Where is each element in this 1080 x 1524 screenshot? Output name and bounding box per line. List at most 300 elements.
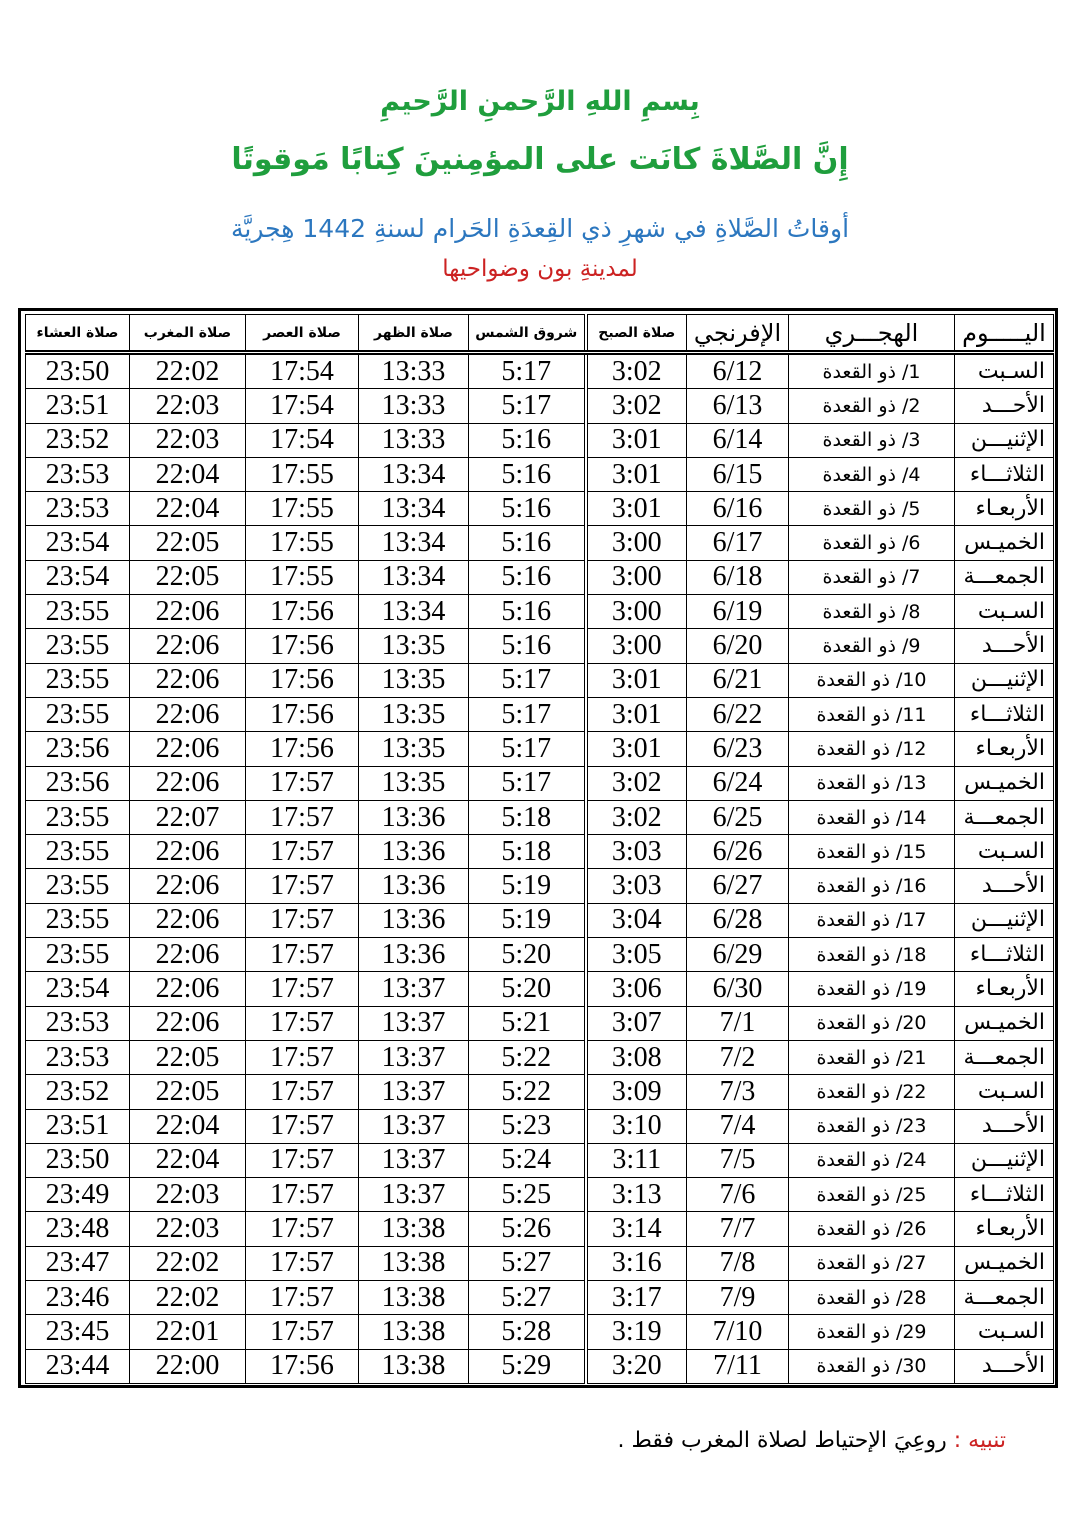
cell-isha: 23:52	[26, 423, 130, 457]
cell-sunrise: 5:23	[469, 1109, 586, 1143]
cell-gregorian: 7/8	[687, 1246, 789, 1280]
header-fajr: صلاة الصبح	[586, 315, 687, 353]
cell-asr: 17:54	[246, 353, 359, 389]
cell-isha: 23:56	[26, 732, 130, 766]
cell-day: الخميـس	[955, 526, 1054, 560]
cell-dhuhr: 13:37	[359, 1040, 469, 1074]
cell-maghrib: 22:02	[130, 353, 246, 389]
cell-day: الأحـــد	[955, 629, 1054, 663]
cell-maghrib: 22:03	[130, 1178, 246, 1212]
cell-dhuhr: 13:38	[359, 1315, 469, 1349]
cell-fajr: 3:02	[586, 353, 687, 389]
cell-fajr: 3:00	[586, 526, 687, 560]
cell-gregorian: 7/6	[687, 1178, 789, 1212]
cell-sunrise: 5:17	[469, 389, 586, 423]
cell-sunrise: 5:17	[469, 353, 586, 389]
cell-fajr: 3:17	[586, 1281, 687, 1315]
cell-hijri: 5/ ذو القعدة	[789, 492, 955, 526]
cell-hijri: 11/ ذو القعدة	[789, 697, 955, 731]
cell-asr: 17:56	[246, 629, 359, 663]
table-row	[26, 629, 1054, 663]
cell-hijri: 12/ ذو القعدة	[789, 732, 955, 766]
cell-gregorian: 7/5	[687, 1143, 789, 1177]
table-row	[26, 903, 1054, 937]
cell-gregorian: 7/10	[687, 1315, 789, 1349]
cell-fajr: 3:20	[586, 1349, 687, 1383]
cell-dhuhr: 13:38	[359, 1281, 469, 1315]
cell-isha: 23:54	[26, 526, 130, 560]
cell-hijri: 7/ ذو القعدة	[789, 560, 955, 594]
cell-isha: 23:53	[26, 1040, 130, 1074]
cell-fajr: 3:19	[586, 1315, 687, 1349]
cell-hijri: 1/ ذو القعدة	[789, 353, 955, 389]
cell-hijri: 9/ ذو القعدة	[789, 629, 955, 663]
cell-asr: 17:57	[246, 1040, 359, 1074]
cell-hijri: 18/ ذو القعدة	[789, 938, 955, 972]
cell-maghrib: 22:06	[130, 732, 246, 766]
cell-fajr: 3:01	[586, 457, 687, 491]
cell-sunrise: 5:21	[469, 1006, 586, 1040]
cell-isha: 23:55	[26, 663, 130, 697]
cell-day: السـبت	[955, 835, 1054, 869]
cell-dhuhr: 13:37	[359, 1178, 469, 1212]
cell-asr: 17:57	[246, 1109, 359, 1143]
cell-gregorian: 6/23	[687, 732, 789, 766]
cell-maghrib: 22:04	[130, 492, 246, 526]
cell-maghrib: 22:06	[130, 903, 246, 937]
cell-fajr: 3:02	[586, 389, 687, 423]
table-body	[26, 353, 1054, 1384]
cell-day: السـبت	[955, 1315, 1054, 1349]
cell-maghrib: 22:05	[130, 1040, 246, 1074]
cell-hijri: 16/ ذو القعدة	[789, 869, 955, 903]
cell-isha: 23:44	[26, 1349, 130, 1383]
cell-maghrib: 22:06	[130, 766, 246, 800]
cell-fajr: 3:01	[586, 663, 687, 697]
cell-isha: 23:55	[26, 903, 130, 937]
cell-asr: 17:57	[246, 938, 359, 972]
cell-sunrise: 5:29	[469, 1349, 586, 1383]
cell-fajr: 3:00	[586, 560, 687, 594]
cell-isha: 23:55	[26, 595, 130, 629]
cell-maghrib: 22:06	[130, 835, 246, 869]
table-row	[26, 1143, 1054, 1177]
cell-hijri: 8/ ذو القعدة	[789, 595, 955, 629]
cell-gregorian: 6/20	[687, 629, 789, 663]
cell-dhuhr: 13:37	[359, 1143, 469, 1177]
cell-gregorian: 6/18	[687, 560, 789, 594]
cell-gregorian: 7/1	[687, 1006, 789, 1040]
cell-hijri: 10/ ذو القعدة	[789, 663, 955, 697]
cell-hijri: 19/ ذو القعدة	[789, 972, 955, 1006]
cell-gregorian: 6/21	[687, 663, 789, 697]
cell-sunrise: 5:22	[469, 1075, 586, 1109]
cell-hijri: 28/ ذو القعدة	[789, 1281, 955, 1315]
cell-dhuhr: 13:36	[359, 869, 469, 903]
cell-asr: 17:55	[246, 560, 359, 594]
cell-isha: 23:56	[26, 766, 130, 800]
cell-maghrib: 22:06	[130, 697, 246, 731]
cell-fajr: 3:04	[586, 903, 687, 937]
cell-asr: 17:56	[246, 697, 359, 731]
table-row	[26, 1109, 1054, 1143]
cell-maghrib: 22:04	[130, 1143, 246, 1177]
table-row	[26, 1212, 1054, 1246]
cell-maghrib: 22:02	[130, 1246, 246, 1280]
cell-gregorian: 6/26	[687, 835, 789, 869]
cell-fajr: 3:01	[586, 697, 687, 731]
cell-gregorian: 6/13	[687, 389, 789, 423]
cell-gregorian: 6/16	[687, 492, 789, 526]
table-row	[26, 938, 1054, 972]
table-row	[26, 972, 1054, 1006]
cell-gregorian: 6/29	[687, 938, 789, 972]
cell-gregorian: 6/19	[687, 595, 789, 629]
table-row	[26, 560, 1054, 594]
cell-hijri: 15/ ذو القعدة	[789, 835, 955, 869]
table-row	[26, 457, 1054, 491]
cell-asr: 17:57	[246, 1178, 359, 1212]
cell-maghrib: 22:06	[130, 595, 246, 629]
cell-fajr: 3:05	[586, 938, 687, 972]
cell-dhuhr: 13:35	[359, 697, 469, 731]
cell-asr: 17:55	[246, 457, 359, 491]
cell-hijri: 21/ ذو القعدة	[789, 1040, 955, 1074]
cell-maghrib: 22:06	[130, 663, 246, 697]
cell-asr: 17:54	[246, 423, 359, 457]
cell-isha: 23:55	[26, 938, 130, 972]
cell-gregorian: 7/7	[687, 1212, 789, 1246]
cell-gregorian: 6/17	[687, 526, 789, 560]
note	[618, 1428, 1006, 1453]
cell-asr: 17:57	[246, 835, 359, 869]
cell-gregorian: 6/28	[687, 903, 789, 937]
table-row	[26, 663, 1054, 697]
cell-maghrib: 22:06	[130, 938, 246, 972]
cell-day: الثلاثـــاء	[955, 938, 1054, 972]
cell-dhuhr: 13:33	[359, 353, 469, 389]
basmala-heading: بِسمِ اللهِ الرَّحمنِ الرَّحيمِ	[380, 86, 700, 117]
cell-day: الثلاثـــاء	[955, 457, 1054, 491]
cell-hijri: 26/ ذو القعدة	[789, 1212, 955, 1246]
cell-isha: 23:51	[26, 1109, 130, 1143]
cell-sunrise: 5:20	[469, 938, 586, 972]
cell-dhuhr: 13:35	[359, 732, 469, 766]
table-row	[26, 389, 1054, 423]
cell-gregorian: 6/24	[687, 766, 789, 800]
prayer-times-table	[25, 314, 1054, 1384]
table-row	[26, 1246, 1054, 1280]
cell-isha: 23:55	[26, 629, 130, 663]
cell-maghrib: 22:03	[130, 389, 246, 423]
cell-day: الجمعـــة	[955, 1281, 1054, 1315]
cell-asr: 17:57	[246, 1143, 359, 1177]
cell-sunrise: 5:17	[469, 697, 586, 731]
table-row	[26, 697, 1054, 731]
table-row	[26, 1281, 1054, 1315]
cell-fajr: 3:06	[586, 972, 687, 1006]
cell-dhuhr: 13:34	[359, 595, 469, 629]
header-asr: صلاة العصر	[246, 315, 359, 353]
cell-isha: 23:49	[26, 1178, 130, 1212]
cell-maghrib: 22:00	[130, 1349, 246, 1383]
cell-sunrise: 5:18	[469, 835, 586, 869]
cell-isha: 23:50	[26, 353, 130, 389]
cell-day: الأربعـاء	[955, 972, 1054, 1006]
table-row	[26, 1075, 1054, 1109]
cell-gregorian: 6/30	[687, 972, 789, 1006]
cell-isha: 23:55	[26, 835, 130, 869]
cell-day: الجمعـــة	[955, 800, 1054, 834]
cell-hijri: 6/ ذو القعدة	[789, 526, 955, 560]
table-row	[26, 353, 1054, 389]
cell-day: الإثنيـــن	[955, 1143, 1054, 1177]
cell-hijri: 27/ ذو القعدة	[789, 1246, 955, 1280]
cell-dhuhr: 13:33	[359, 389, 469, 423]
cell-isha: 23:47	[26, 1246, 130, 1280]
cell-sunrise: 5:17	[469, 732, 586, 766]
cell-asr: 17:55	[246, 526, 359, 560]
header-gregorian: الإفرنجي	[687, 315, 789, 353]
cell-asr: 17:57	[246, 1006, 359, 1040]
cell-asr: 17:57	[246, 972, 359, 1006]
table-row	[26, 1178, 1054, 1212]
cell-asr: 17:57	[246, 1281, 359, 1315]
cell-asr: 17:57	[246, 869, 359, 903]
cell-day: الثلاثـــاء	[955, 697, 1054, 731]
cell-dhuhr: 13:37	[359, 1075, 469, 1109]
cell-maghrib: 22:05	[130, 560, 246, 594]
cell-dhuhr: 13:37	[359, 1006, 469, 1040]
cell-day: الخميـس	[955, 1246, 1054, 1280]
cell-dhuhr: 13:34	[359, 560, 469, 594]
header-sunrise: شروق الشمس	[469, 315, 586, 353]
table-row	[26, 1006, 1054, 1040]
table-row	[26, 492, 1054, 526]
cell-sunrise: 5:27	[469, 1281, 586, 1315]
cell-fajr: 3:07	[586, 1006, 687, 1040]
header-dhuhr: صلاة الظهر	[359, 315, 469, 353]
cell-isha: 23:55	[26, 800, 130, 834]
header-day: اليـــــوم	[955, 315, 1054, 353]
table-row	[26, 1315, 1054, 1349]
table-row	[26, 526, 1054, 560]
cell-fajr: 3:01	[586, 423, 687, 457]
cell-day: الجمعـــة	[955, 1040, 1054, 1074]
cell-gregorian: 7/11	[687, 1349, 789, 1383]
cell-asr: 17:56	[246, 732, 359, 766]
table-header-row	[26, 315, 1054, 353]
cell-sunrise: 5:16	[469, 457, 586, 491]
cell-maghrib: 22:02	[130, 1281, 246, 1315]
cell-asr: 17:56	[246, 595, 359, 629]
cell-maghrib: 22:01	[130, 1315, 246, 1349]
cell-dhuhr: 13:38	[359, 1212, 469, 1246]
cell-hijri: 2/ ذو القعدة	[789, 389, 955, 423]
cell-day: الأحـــد	[955, 389, 1054, 423]
cell-day: الجمعـــة	[955, 560, 1054, 594]
cell-day: الإثنيـــن	[955, 903, 1054, 937]
cell-sunrise: 5:16	[469, 595, 586, 629]
cell-asr: 17:57	[246, 1246, 359, 1280]
cell-asr: 17:56	[246, 663, 359, 697]
cell-day: السـبت	[955, 353, 1054, 389]
cell-maghrib: 22:06	[130, 972, 246, 1006]
cell-gregorian: 6/12	[687, 353, 789, 389]
cell-isha: 23:54	[26, 972, 130, 1006]
cell-sunrise: 5:25	[469, 1178, 586, 1212]
cell-isha: 23:53	[26, 1006, 130, 1040]
cell-day: الأحـــد	[955, 1109, 1054, 1143]
cell-isha: 23:54	[26, 560, 130, 594]
cell-fajr: 3:01	[586, 732, 687, 766]
table-row	[26, 595, 1054, 629]
cell-asr: 17:57	[246, 903, 359, 937]
cell-day: الخميـس	[955, 766, 1054, 800]
cell-fajr: 3:09	[586, 1075, 687, 1109]
quran-verse-heading: إِنَّ الصَّلاةَ كانَت على المؤمِنينَ كِتابًا مَوقوتًا	[231, 142, 849, 177]
cell-hijri: 20/ ذو القعدة	[789, 1006, 955, 1040]
cell-fajr: 3:02	[586, 800, 687, 834]
cell-day: الأربعـاء	[955, 732, 1054, 766]
cell-sunrise: 5:17	[469, 663, 586, 697]
cell-maghrib: 22:03	[130, 423, 246, 457]
table-row	[26, 869, 1054, 903]
cell-maghrib: 22:03	[130, 1212, 246, 1246]
cell-sunrise: 5:19	[469, 869, 586, 903]
cell-fajr: 3:02	[586, 766, 687, 800]
cell-sunrise: 5:18	[469, 800, 586, 834]
prayer-times-title: أوقاتُ الصَّلاةِ في شهرِ ذي القِعدَةِ الحَرام لسنةِ 1442 هِجريَّة	[230, 214, 850, 243]
cell-day: الأحـــد	[955, 869, 1054, 903]
cell-dhuhr: 13:35	[359, 663, 469, 697]
cell-day: الأربعـاء	[955, 1212, 1054, 1246]
cell-isha: 23:52	[26, 1075, 130, 1109]
table-row	[26, 800, 1054, 834]
table-row	[26, 766, 1054, 800]
table-row	[26, 835, 1054, 869]
cell-isha: 23:55	[26, 869, 130, 903]
cell-maghrib: 22:06	[130, 869, 246, 903]
cell-hijri: 3/ ذو القعدة	[789, 423, 955, 457]
cell-asr: 17:57	[246, 1075, 359, 1109]
cell-dhuhr: 13:34	[359, 492, 469, 526]
cell-gregorian: 7/2	[687, 1040, 789, 1074]
cell-gregorian: 6/14	[687, 423, 789, 457]
cell-gregorian: 6/25	[687, 800, 789, 834]
cell-maghrib: 22:04	[130, 457, 246, 491]
cell-fajr: 3:14	[586, 1212, 687, 1246]
cell-dhuhr: 13:35	[359, 766, 469, 800]
cell-fajr: 3:16	[586, 1246, 687, 1280]
cell-fajr: 3:11	[586, 1143, 687, 1177]
cell-hijri: 25/ ذو القعدة	[789, 1178, 955, 1212]
cell-fajr: 3:00	[586, 629, 687, 663]
cell-day: الإثنيـــن	[955, 663, 1054, 697]
table-row	[26, 1040, 1054, 1074]
cell-asr: 17:56	[246, 1349, 359, 1383]
city-subtitle: لمدينةِ بون وضواحيها	[442, 256, 638, 282]
cell-maghrib: 22:05	[130, 526, 246, 560]
cell-hijri: 17/ ذو القعدة	[789, 903, 955, 937]
cell-dhuhr: 13:33	[359, 423, 469, 457]
note-label: تنبيه :	[953, 1428, 1006, 1453]
cell-day: الخميـس	[955, 1006, 1054, 1040]
cell-isha: 23:53	[26, 457, 130, 491]
cell-asr: 17:55	[246, 492, 359, 526]
cell-hijri: 30/ ذو القعدة	[789, 1349, 955, 1383]
cell-maghrib: 22:07	[130, 800, 246, 834]
cell-maghrib: 22:05	[130, 1075, 246, 1109]
cell-gregorian: 6/22	[687, 697, 789, 731]
cell-hijri: 13/ ذو القعدة	[789, 766, 955, 800]
cell-dhuhr: 13:37	[359, 972, 469, 1006]
cell-dhuhr: 13:34	[359, 457, 469, 491]
cell-gregorian: 6/27	[687, 869, 789, 903]
cell-fajr: 3:10	[586, 1109, 687, 1143]
cell-hijri: 14/ ذو القعدة	[789, 800, 955, 834]
cell-dhuhr: 13:38	[359, 1246, 469, 1280]
cell-dhuhr: 13:34	[359, 526, 469, 560]
cell-sunrise: 5:22	[469, 1040, 586, 1074]
cell-fajr: 3:00	[586, 595, 687, 629]
cell-hijri: 29/ ذو القعدة	[789, 1315, 955, 1349]
cell-sunrise: 5:16	[469, 560, 586, 594]
cell-maghrib: 22:06	[130, 629, 246, 663]
cell-dhuhr: 13:36	[359, 938, 469, 972]
cell-asr: 17:54	[246, 389, 359, 423]
header-maghrib: صلاة المغرب	[130, 315, 246, 353]
cell-dhuhr: 13:37	[359, 1109, 469, 1143]
cell-isha: 23:50	[26, 1143, 130, 1177]
cell-isha: 23:51	[26, 389, 130, 423]
cell-sunrise: 5:20	[469, 972, 586, 1006]
note-text: روعِيَ الإحتياط لصلاة المغرب فقط .	[617, 1428, 947, 1453]
cell-isha: 23:53	[26, 492, 130, 526]
cell-maghrib: 22:06	[130, 1006, 246, 1040]
cell-sunrise: 5:16	[469, 492, 586, 526]
cell-sunrise: 5:28	[469, 1315, 586, 1349]
cell-day: السـبت	[955, 1075, 1054, 1109]
cell-isha: 23:55	[26, 697, 130, 731]
cell-dhuhr: 13:36	[359, 903, 469, 937]
cell-dhuhr: 13:36	[359, 800, 469, 834]
table-row	[26, 423, 1054, 457]
cell-hijri: 22/ ذو القعدة	[789, 1075, 955, 1109]
cell-sunrise: 5:16	[469, 629, 586, 663]
cell-sunrise: 5:27	[469, 1246, 586, 1280]
cell-fajr: 3:08	[586, 1040, 687, 1074]
cell-asr: 17:57	[246, 1212, 359, 1246]
cell-isha: 23:48	[26, 1212, 130, 1246]
cell-day: السـبت	[955, 595, 1054, 629]
cell-day: الثلاثـــاء	[955, 1178, 1054, 1212]
cell-fajr: 3:01	[586, 492, 687, 526]
cell-fajr: 3:13	[586, 1178, 687, 1212]
cell-asr: 17:57	[246, 800, 359, 834]
cell-hijri: 4/ ذو القعدة	[789, 457, 955, 491]
cell-dhuhr: 13:38	[359, 1349, 469, 1383]
cell-dhuhr: 13:36	[359, 835, 469, 869]
cell-asr: 17:57	[246, 766, 359, 800]
prayer-times-table-frame	[18, 308, 1058, 1388]
cell-gregorian: 6/15	[687, 457, 789, 491]
cell-fajr: 3:03	[586, 869, 687, 903]
cell-gregorian: 7/3	[687, 1075, 789, 1109]
cell-hijri: 23/ ذو القعدة	[789, 1109, 955, 1143]
cell-day: الإثنيـــن	[955, 423, 1054, 457]
cell-dhuhr: 13:35	[359, 629, 469, 663]
